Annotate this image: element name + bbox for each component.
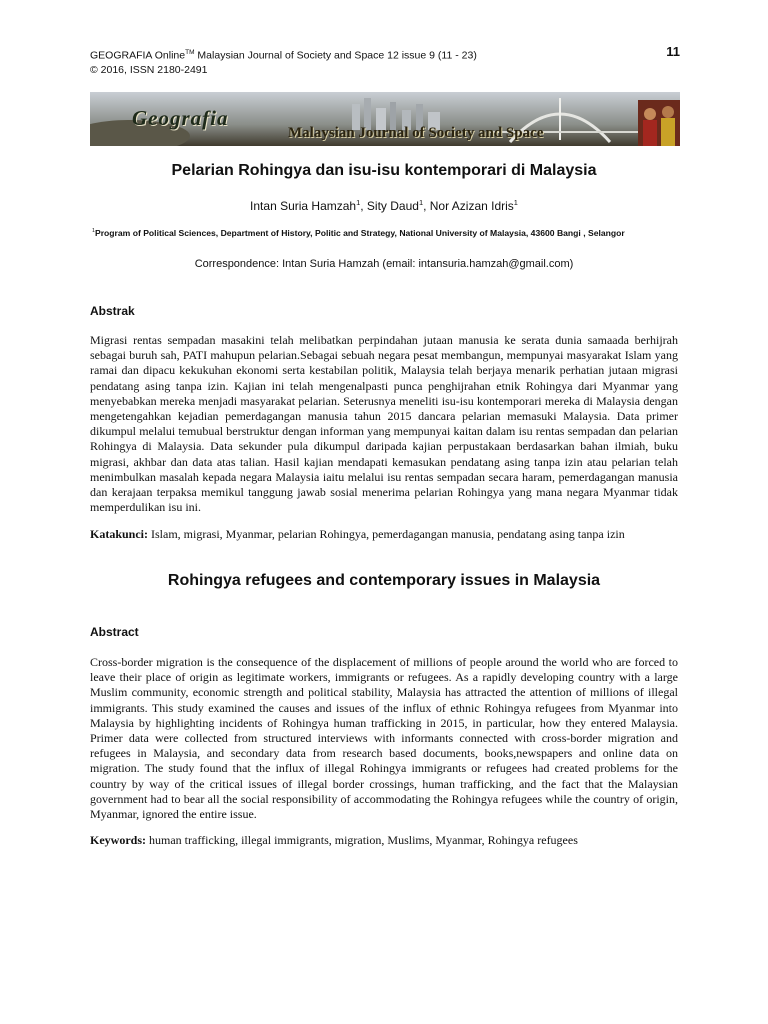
banner-journal-name: Geografia [132, 106, 229, 130]
author-affiliation-mark: 1 [418, 198, 424, 207]
katakunci-list: Islam, migrasi, Myanmar, pelarian Rohingya, pemerdagangan manusia, pendatang asing tanpa izin [148, 527, 625, 541]
katakunci-label: Katakunci: [90, 527, 149, 541]
abstract-body: Cross-border migration is the consequence of the displacement of millions of people around the world who are forced to leave their place of origin as legitimate workers, immigrants or refugees. As a rapidly developing country with a large Muslim community, economic strength and political stability, Malaysia has attracted the attention of millions of illegal immigrants. This study examined the causes and issues of the influx of ethnic Rohingya refugees from Myanmar into Malaysia by highlighting incidents of Rohingya human trafficking in 2015, in particular, how they entered Malaysia. Primer data were collected from structured interviews with informants connected with cross-border migration and refugees in Malaysia, and secondary data from research based documents, books,newspapers and online data on migration. The study found that the influx of illegal Rohingya immigrants or refugees had created problems for the country by way of the critical issues of illegal border crossings, human trafficking, and the fact that the Malaysian government had to bear all the social responsibility of accommodating the Rohingya refugees while the country of origin, Myanmar, ignored the entire issue. [90, 655, 678, 822]
abstract-heading: Abstract [90, 625, 139, 639]
banner-journal-subtitle: Malaysian Journal of Society and Space [288, 125, 544, 141]
copyright-line: © 2016, ISSN 2180-2491 [90, 63, 208, 76]
journal-banner [90, 92, 680, 146]
author-list: Intan Suria Hamzah$^1$, Sity Daud$^1$, Nor Azizan Idris$^1$ [250, 198, 518, 213]
katakunci-line [90, 527, 625, 542]
affiliation [92, 228, 625, 238]
keywords-line [90, 833, 578, 848]
page-number: 11 [666, 44, 680, 59]
author-affiliation-mark: 1 [513, 198, 518, 207]
journal-reference: GEOGRAFIA Online™ Malaysian Journal of Society and Space 12 issue 9 (11 - 23) [90, 49, 477, 62]
author-name: Intan Suria Hamzah [250, 199, 357, 213]
author-affiliation-mark: 1 [356, 198, 361, 207]
trademark-mark: TM [185, 49, 195, 56]
author-name: Nor Azizan Idris [429, 199, 514, 213]
affiliation-text: Program of Political Sciences, Department of History, Politic and Strategy, National University of Malaysia, 43600 Bangi , Selangor [94, 228, 625, 238]
abstrak-heading: Abstrak [90, 304, 135, 318]
keywords-label: Keywords: [90, 833, 146, 847]
affiliation-mark: 1 [92, 228, 95, 235]
correspondence-line: Correspondence: Intan Suria Hamzah (email: intansuria.hamzah@gmail.com) [194, 258, 574, 270]
running-header [90, 46, 477, 77]
article-title-malay: Pelarian Rohingya dan isu-isu kontemporari di Malaysia [171, 162, 597, 179]
author-name: Sity Daud [366, 199, 419, 213]
keywords-list: human trafficking, illegal immigrants, migration, Muslims, Myanmar, Rohingya refugees [146, 833, 578, 847]
abstrak-body: Migrasi rentas sempadan masakini telah melibatkan perpindahan jutaan manusia ke serata dunia samaada berhijrah sebagai buruh sah, PATI mahupun pelarian.Sebagai sebuah negara pesat membangun, mempunyai masyarakat Islam yang ramai dan dipacu kekukuhan ekonomi serta kestabilan politik, Malaysia telah berjaya menarik perhatian jutaan migrasi pendatang asing tanpa izin. Kajian ini telah mengenalpasti punca penghijrahan etnik Rohingya dari Myanmar yang menyebabkan mereka menjadi masyarakat pelarian. Seterusnya meneliti isu-isu kontemporari mereka di Malaysia dengan mengetengahkan kejadian pemerdagangan manusia tahun 2015 dancara pelarian memasuki Malaysia. Data primer dikumpul melalui temubual berstruktur dengan informan yang mempunyai kaitan dalam isu rentas sempadan dan pelarian Rohingya di Malaysia. Data sekunder pula dikumpul daripada kajian perpustakaan berdasarkan bahan ilmiah, buku migrasi, akhbar dan data atas talian. Hasil kajian mendapati kemasukan pendatang asing tanpa izin atau pelarian telah menimbulkan masalah kepada negara Malaysia iaitu melalui isu rentas sempadan secara haram, pemerdagangan manusia dan kerajaan terpaksa memikul tanggung jawab sosial menerima pelarian Rohingya yang mana negara Myanmar tidak memperdulikan isu ini. [90, 333, 678, 515]
article-title-english: Rohingya refugees and contemporary issues in Malaysia [167, 572, 601, 589]
